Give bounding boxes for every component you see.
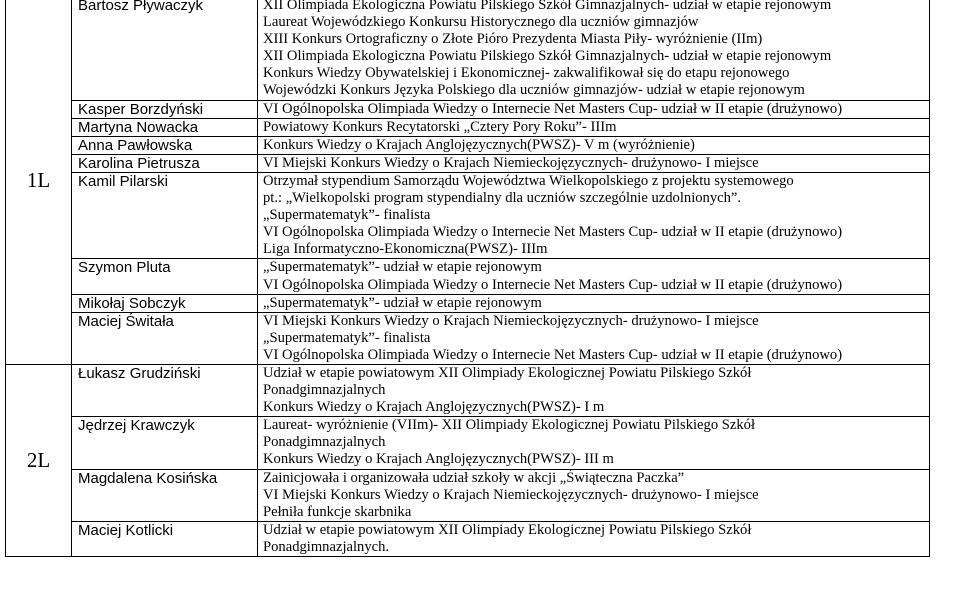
student-name: Magdalena Kosińska [72,469,258,521]
student-name: Karolina Pietrusza [72,154,258,172]
achievements-cell [258,259,930,294]
student-name: Mikołaj Sobczyk [72,294,258,312]
student-name: Anna Pawłowska [72,136,258,154]
table-row [6,118,930,136]
achievement-line: Laureat Wojewódzkiego Konkursu Historycznego dla uczniów gimnazjów [263,14,699,31]
achievement-line: Udział w etapie powiatowym XII Olimpiady Ekologicznej Powiatu Pilskiego Szkół [263,521,752,538]
achievement-line: XII Olimpiada Ekologiczna Powiatu Pilskiego Szkół Gimnazjalnych- udział w etapie rejonowym [263,48,832,65]
table-row [6,364,930,416]
achievement-line: Powiatowy Konkurs Recytatorski „Cztery Pory Roku”- IIIm [263,118,617,135]
table-row [6,0,930,100]
achievement-line: „Supermatematyk”- udział w etapie rejonowym [263,259,542,276]
achievement-line: Konkurs Wiedzy o Krajach Anglojęzycznych(PWSZ)- III m [263,451,614,468]
student-name: Bartosz Pływaczyk [72,0,258,100]
student-name: Łukasz Grudziński [72,364,258,416]
table-row [6,172,930,258]
class-label: 1L [6,0,72,364]
achievements-cell [258,136,930,154]
student-name: Kasper Borzdyński [72,100,258,118]
table-row [6,259,930,294]
achievements-cell [258,0,930,100]
achievement-line: VI Miejski Konkurs Wiedzy o Krajach Niemieckojęzycznych- drużynowo- I miejsce [263,486,759,503]
achievement-line: Wojewódzki Konkurs Języka Polskiego dla uczniów gimnazjów- udział w etapie rejonowym [263,82,805,99]
achievements-cell [258,469,930,521]
achievement-line: VI Miejski Konkurs Wiedzy o Krajach Niemieckojęzycznych- drużynowo- I miejsce [263,154,759,171]
achievement-line: VI Ogólnopolska Olimpiada Wiedzy o Internecie Net Masters Cup- udział w II etapie (drużynowo) [263,276,843,293]
table-row [6,136,930,154]
achievement-line: Konkurs Wiedzy Obywatelskiej i Ekonomicznej- zakwalifikował się do etapu rejonowego [263,65,790,82]
achievement-line: VI Ogólnopolska Olimpiada Wiedzy o Internecie Net Masters Cup- udział w II etapie (drużynowo) [263,224,843,241]
achievements-cell [258,172,930,258]
table-row [6,312,930,364]
student-name: Szymon Pluta [72,259,258,294]
student-name: Kamil Pilarski [72,172,258,258]
achievement-line: XII Olimpiada Ekologiczna Powiatu Pilskiego Szkół Gimnazjalnych- udział w etapie rejonowym [263,0,832,13]
table-row [6,154,930,172]
achievement-line: Konkurs Wiedzy o Krajach Anglojęzycznych(PWSZ)- V m (wyróżnienie) [263,136,695,153]
achievements-cell [258,364,930,416]
achievement-line: pt.: „Wielkopolski program stypendialny dla uczniów szczególnie uzdolnionych”. [263,190,742,207]
table-row [6,521,930,556]
achievements-cell [258,154,930,172]
achievements-table [5,0,930,557]
achievement-line: Ponadgimnazjalnych. [263,538,390,555]
student-name: Martyna Nowacka [72,118,258,136]
achievement-line: „Supermatematyk”- udział w etapie rejonowym [263,294,542,311]
table-row [6,100,930,118]
student-name: Maciej Świtała [72,312,258,364]
table-row [6,469,930,521]
student-name: Maciej Kotlicki [72,521,258,556]
achievement-line: Laureat- wyróżnienie (VIIm)- XII Olimpiady Ekologicznej Powiatu Pilskiego Szkół [263,417,756,434]
achievements-cell [258,118,930,136]
achievements-cell [258,294,930,312]
achievement-line: XIII Konkurs Ortograficzny o Złote Pióro Prezydenta Miasta Piły- wyróżnienie (IIm) [263,31,763,48]
achievement-line: Otrzymał stypendium Samorządu Województwa Wielkopolskiego z projektu systemowego [263,172,794,189]
class-label: 2L [6,364,72,556]
achievements-cell [258,521,930,556]
achievement-line: Ponadgimnazjalnych [263,434,386,451]
achievement-line: Liga Informatyczno-Ekonomiczna(PWSZ)- IIIm [263,241,548,258]
achievements-cell [258,100,930,118]
achievements-cell [258,312,930,364]
achievement-line: „Supermatematyk”- finalista [263,207,431,224]
achievement-line: VI Miejski Konkurs Wiedzy o Krajach Niemieckojęzycznych- drużynowo- I miejsce [263,312,759,329]
achievement-line: Konkurs Wiedzy o Krajach Anglojęzycznych(PWSZ)- I m [263,399,605,416]
achievement-line: „Supermatematyk”- finalista [263,329,431,346]
achievement-line: Zainicjowała i organizowała udział szkoły w akcji „Świąteczna Paczka” [263,469,685,486]
achievements-cell [258,417,930,469]
table-row [6,294,930,312]
achievement-line: VI Ogólnopolska Olimpiada Wiedzy o Internecie Net Masters Cup- udział w II etapie (drużynowo) [263,100,843,117]
achievement-line: Pełniła funkcje skarbnika [263,503,412,520]
table-row [6,417,930,469]
student-name: Jędrzej Krawczyk [72,417,258,469]
achievement-line: VI Ogólnopolska Olimpiada Wiedzy o Internecie Net Masters Cup- udział w II etapie (drużynowo) [263,346,843,363]
achievement-line: Udział w etapie powiatowym XII Olimpiady Ekologicznej Powiatu Pilskiego Szkół [263,364,752,381]
achievement-line: Ponadgimnazjalnych [263,382,386,399]
